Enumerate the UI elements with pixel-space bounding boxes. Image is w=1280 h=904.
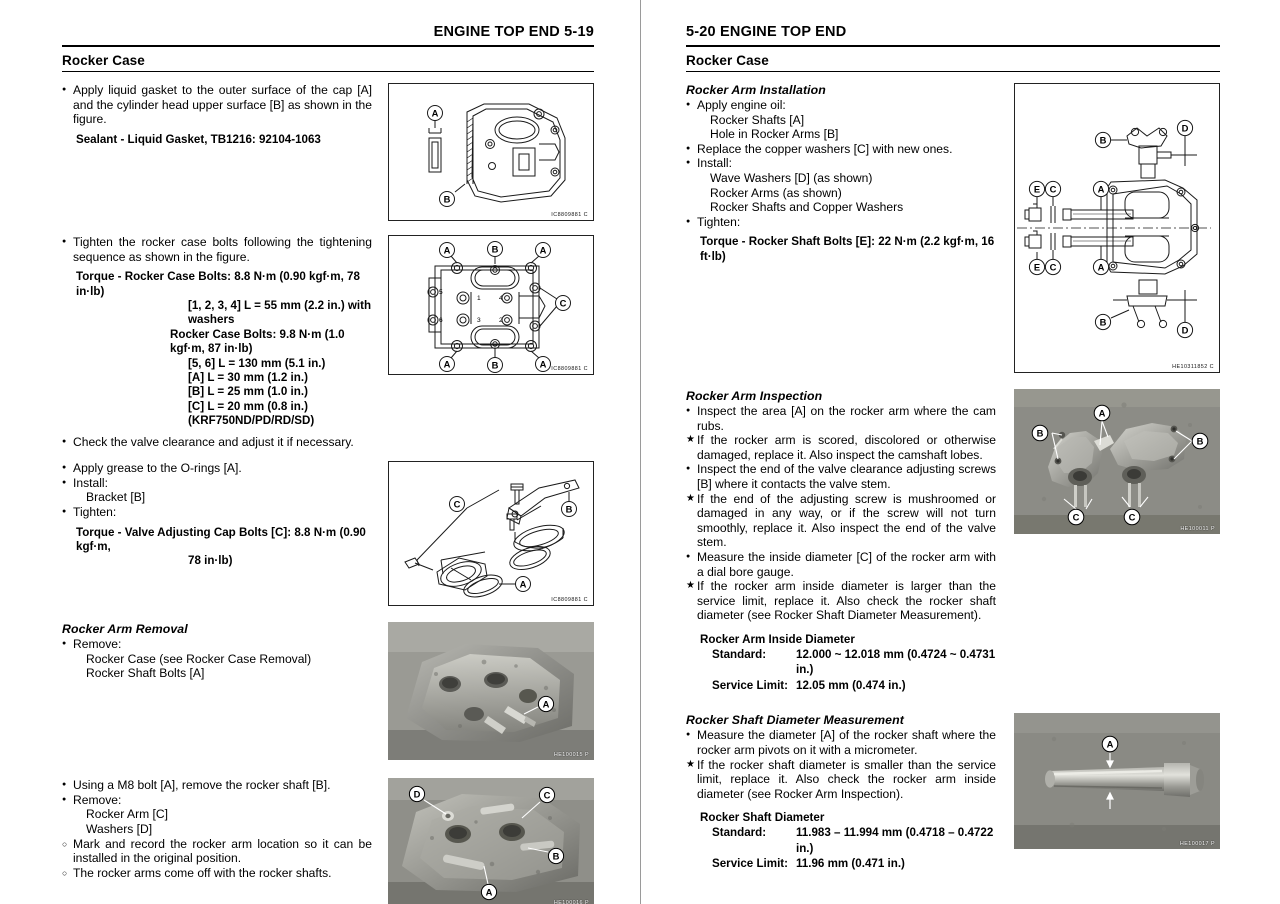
callout-B-left (1032, 425, 1048, 441)
svg-text:B: B (1036, 427, 1044, 439)
spec-title-rocker-arm-id: Rocker Arm Inside Diameter (700, 632, 855, 646)
svg-text:B: B (1196, 435, 1204, 447)
photo-rocker-arms (1014, 389, 1220, 534)
photo-rocker-shaft (1014, 713, 1220, 849)
callout-D-upper (1177, 120, 1192, 135)
figure-rocker-case-cap-drawing (389, 84, 593, 220)
callout-B-right (1192, 433, 1208, 449)
svg-text:4: 4 (499, 295, 503, 302)
spec-row-service-limit (686, 678, 996, 694)
callout-D (409, 787, 424, 802)
svg-text:B: B (443, 193, 451, 205)
spec-value-service-limit-2: 11.96 mm (0.471 in.) (796, 857, 905, 871)
sub-rocker-shaft-bolts: Rocker Shaft Bolts [A] (86, 666, 205, 681)
spec-value-service-limit: 12.05 mm (0.474 in.) (796, 678, 906, 692)
figure-col-r2 (996, 389, 1220, 534)
sub-hole-in-rocker-arms: Hole in Rocker Arms [B] (710, 127, 839, 142)
svg-text:E: E (1033, 183, 1041, 195)
svg-text:A: A (542, 698, 550, 710)
svg-text:C: C (1128, 511, 1136, 523)
spec-row-standard (686, 647, 996, 678)
spec-rocker-arm-inside-diameter (686, 632, 996, 694)
callout-B (548, 849, 563, 864)
sub-bracket: Bracket [B] (86, 490, 146, 505)
spec-key-standard: Standard: (712, 647, 767, 661)
block-bolt-sequence-text (62, 235, 372, 449)
svg-text:B: B (552, 850, 560, 862)
subhead-rocker-arm-removal: Rocker Arm Removal (62, 622, 188, 637)
sub-rocker-case: Rocker Case (see Rocker Case Removal) (86, 651, 312, 666)
bullet-using-m8-bolt: ● Using a M8 bolt [A], remove the rocker shaft [B]. (62, 778, 372, 793)
bullet-install: ● Install: (62, 476, 372, 491)
figure-code-4: HE100015 P (553, 752, 589, 759)
block-rocker-shaft-diameter-text (686, 713, 996, 871)
left-page-body (62, 83, 594, 904)
note-rocker-arms-come-off: ○ The rocker arms come off with the rocker shafts. (62, 866, 372, 881)
callout-E-upper (1029, 181, 1044, 196)
svg-text:E: E (1033, 261, 1041, 273)
svg-text:B: B (565, 503, 573, 515)
callout-A-upper (1093, 181, 1108, 196)
callout-A-bottom-left (440, 357, 455, 372)
svg-text:C: C (1072, 511, 1080, 523)
svg-text:D: D (413, 788, 421, 800)
svg-text:A: A (519, 578, 527, 590)
block-rocker-arm-removal-text (62, 622, 372, 681)
callout-B-upper (1095, 132, 1110, 147)
bullet-measure-shaft-diameter: ● Measure the diameter [A] of the rocker shaft where the rocker arm pivots on it with a micrometer. (686, 728, 996, 757)
photo-rocker-case-drawing (388, 622, 594, 760)
spec-row-service-limit-2 (686, 856, 996, 872)
torque-valve-adjusting-cap-bolts: Torque - Valve Adjusting Cap Bolts [C]: 8.8 N·m (0.90 kgf·m, (76, 525, 366, 554)
sub-wave-washers: Wave Washers [D] (as shown) (710, 170, 873, 185)
photo-rocker-arms-drawing (1014, 389, 1220, 534)
figure-col-5 (372, 778, 594, 904)
svg-text:A: A (485, 886, 493, 898)
torque-line-3: [5, 6] L = 130 mm (5.1 in.) (188, 356, 326, 370)
callout-C-lower (1045, 259, 1060, 274)
photo-rocker-shaft-drawing (388, 778, 594, 904)
svg-text:A: A (539, 244, 547, 256)
svg-text:B: B (491, 359, 499, 371)
star-shaft-diameter-limit: ★ If the rocker shaft diameter is smaller than the service limit, replace it. Also check the rocker arm inside diameter (see Rocker Arm Inspection). (686, 758, 996, 802)
bullet-tighten: ● Tighten: (62, 505, 372, 520)
bullet-replace-copper-washers: ● Replace the copper washers [C] with new ones. (686, 142, 996, 157)
torque-rocker-case-bolts-label: Torque - Rocker Case Bolts: 8.8 N·m (0.90 kgf·m, 78 in·lb) (76, 270, 360, 298)
callout-B-bottom (488, 358, 503, 373)
svg-text:6: 6 (439, 317, 443, 324)
block-orings-text (62, 461, 372, 569)
star-adjusting-screw-mushroomed: ★ If the end of the adjusting screw is mushroomed or damaged in any way, or if the screw will not turn smoothly, replace it. Also inspect the end of the valve stem. (686, 492, 996, 550)
svg-text:B: B (1099, 316, 1107, 328)
figure-code-3: IC8809881 C (551, 597, 588, 604)
callout-B-lower (1095, 314, 1110, 329)
block-rocker-shaft-removal-text (62, 778, 372, 880)
callout-A (1094, 405, 1110, 421)
callout-C-left (1068, 509, 1084, 525)
spec-value-standard: 12.000 ~ 12.018 mm (0.4724 ~ 0.4731 in.) (796, 647, 996, 677)
right-section-rule (686, 71, 1220, 72)
sub-washers: Washers [D] (86, 822, 153, 837)
spec-sealant: Sealant - Liquid Gasket, TB1216: 92104-1063 (76, 132, 321, 146)
figure-col-3 (372, 461, 594, 606)
svg-text:A: A (1106, 739, 1114, 751)
svg-text:A: A (1098, 407, 1106, 419)
right-page (640, 0, 1280, 904)
spec-key-service-limit: Service Limit: (712, 678, 789, 692)
left-section-rule (62, 71, 594, 72)
callout-A-top-right (536, 243, 551, 258)
svg-text:A: A (1097, 261, 1105, 273)
torque-line-1: [1, 2, 3, 4] L = 55 mm (2.2 in.) with washers (188, 299, 372, 327)
bullet-remove-2: ● Remove: (62, 793, 372, 808)
bullet-tighten-sequence: ● Tighten the rocker case bolts following the tightening sequence as shown in the figure. (62, 235, 372, 264)
callout-A (481, 885, 496, 900)
block-rocker-shaft-removal (62, 778, 594, 904)
callout-C (450, 497, 465, 512)
figure-rocker-arm-installation (1014, 83, 1220, 373)
svg-text:A: A (443, 244, 451, 256)
left-section-title: Rocker Case (62, 53, 145, 68)
sub-rocker-arms: Rocker Arms (as shown) (710, 185, 842, 200)
figure-bracket-orings (388, 461, 594, 606)
callout-B (440, 192, 455, 207)
callout-A-top-left (440, 243, 455, 258)
svg-text:2: 2 (499, 317, 503, 324)
svg-text:1: 1 (477, 295, 481, 302)
block-liquid-gasket (62, 83, 594, 221)
torque-line-4: [A] L = 30 mm (1.2 in.) (188, 371, 308, 385)
subhead-rocker-arm-installation: Rocker Arm Installation (686, 83, 826, 97)
left-running-head: ENGINE TOP END 5-19 (433, 24, 594, 40)
figure-col-r1 (996, 83, 1220, 373)
spec-rocker-shaft-diameter (686, 810, 996, 872)
right-section-title: Rocker Case (686, 53, 769, 68)
right-page-body (686, 83, 1220, 872)
photo-rocker-shaft-drawing (1014, 713, 1220, 849)
callout-E-lower (1029, 259, 1044, 274)
right-header-rule (686, 45, 1220, 47)
svg-text:C: C (1049, 261, 1057, 273)
figure-code-1: IC8809881 C (551, 212, 588, 218)
spec-key-service-limit-2: Service Limit: (712, 857, 789, 871)
torque-line-5: [B] L = 25 mm (1.0 in.) (188, 385, 308, 399)
block-rocker-arm-installation (686, 83, 1220, 373)
spec-title-rocker-shaft-diameter: Rocker Shaft Diameter (700, 811, 825, 825)
block-rocker-arm-installation-text (686, 83, 996, 264)
callout-C (539, 788, 554, 803)
svg-text:B: B (1099, 134, 1107, 146)
svg-text:C: C (543, 789, 551, 801)
left-header-rule (62, 45, 594, 47)
callout-C-right (1124, 509, 1140, 525)
figure-bolt-tightening-sequence (388, 235, 594, 375)
svg-text:C: C (453, 498, 461, 510)
star-inside-diameter-limit: ★ If the rocker arm inside diameter is larger than the service limit, replace it. Also check the rocker shaft diameter (see Rocker Shaft Diameter Measurement). (686, 579, 996, 623)
svg-text:C: C (1049, 183, 1057, 195)
figure-col-r3 (996, 713, 1220, 849)
bullet-remove: ● Remove: (62, 637, 372, 652)
figure-rocker-arm-installation-drawing (1015, 84, 1219, 372)
block-orings-bracket (62, 461, 594, 606)
spec-key-standard-2: Standard: (712, 826, 767, 840)
block-rocker-arm-inspection-text (686, 389, 996, 693)
callout-D-lower (1177, 322, 1192, 337)
bullet-inspect-adjusting-screws: ● Inspect the end of the valve clearance adjusting screws [B] where it contacts the valve stem. (686, 462, 996, 491)
figure-code-r1: HE10311852 C (1172, 364, 1214, 370)
callout-B-top (488, 242, 503, 257)
bullet-tighten-2: ● Tighten: (686, 215, 996, 230)
subhead-rocker-arm-inspection: Rocker Arm Inspection (686, 389, 823, 403)
torque-line-2: Rocker Case Bolts: 9.8 N·m (1.0 kgf·m, 87 in·lb) (170, 327, 345, 356)
bullet-check-valve-clearance: ● Check the valve clearance and adjust it if necessary. (62, 435, 372, 450)
bullet-apply-grease-orings: ● Apply grease to the O-rings [A]. (62, 461, 372, 476)
spec-row-standard-2 (686, 825, 996, 856)
torque-line-6: [C] L = 20 mm (0.8 in.) (KRF750ND/PD/RD/SD) (188, 399, 315, 428)
bullet-install-2: ● Install: (686, 156, 996, 171)
block-rocker-shaft-diameter (686, 713, 1220, 871)
figure-code-r2: HE100011 P (1180, 526, 1215, 532)
callout-A-lower (1093, 259, 1108, 274)
svg-text:5: 5 (439, 289, 443, 296)
figure-bracket-orings-drawing (389, 462, 593, 605)
note-mark-record: ○ Mark and record the rocker arm location so it can be installed in the original position. (62, 837, 372, 866)
bullet-inspect-area: ● Inspect the area [A] on the rocker arm where the cam rubs. (686, 404, 996, 433)
svg-text:3: 3 (477, 317, 481, 324)
spec-value-standard-2: 11.983 – 11.994 mm (0.4718 – 0.4722 in.) (796, 826, 994, 855)
figure-code-r3: HE100017 P (1179, 841, 1215, 848)
svg-text:C: C (559, 297, 567, 309)
photo-rocker-case-removed (388, 622, 594, 760)
sub-rocker-shafts-copper-washers: Rocker Shafts and Copper Washers (710, 200, 904, 215)
torque-rocker-shaft-bolts: Torque - Rocker Shaft Bolts [E]: 22 N·m (2.2 kgf·m, 16 ft·lb) (700, 235, 995, 263)
svg-text:B: B (491, 243, 499, 255)
figure-col-4 (372, 622, 594, 760)
sub-rocker-shafts: Rocker Shafts [A] (710, 112, 805, 127)
svg-text:A: A (431, 107, 439, 119)
star-rocker-arm-scored: ★ If the rocker arm is scored, discolored or otherwise damaged, replace it. Also inspect the camshaft lobes. (686, 433, 996, 462)
callout-A-bottom-right (536, 357, 551, 372)
figure-code-2: IC8809881 C (551, 366, 588, 372)
block-bolt-sequence (62, 235, 594, 449)
figure-rocker-case-cap (388, 83, 594, 221)
bullet-apply-liquid-gasket: ● Apply liquid gasket to the outer surface of the cap [A] and the cylinder head upper surface [B] as shown in the figure. (62, 83, 372, 127)
subhead-rocker-shaft-diameter-measurement: Rocker Shaft Diameter Measurement (686, 713, 904, 728)
torque-valve-adjusting-cap-bolts-cont: 78 in·lb) (188, 554, 233, 568)
callout-C-upper (1045, 181, 1060, 196)
callout-A (538, 697, 553, 712)
figure-col-2 (372, 235, 594, 375)
svg-text:A: A (443, 358, 451, 370)
svg-text:D: D (1181, 122, 1189, 134)
svg-text:A: A (1097, 183, 1105, 195)
callout-A (516, 577, 531, 592)
bullet-apply-engine-oil: ● Apply engine oil: (686, 98, 996, 113)
sub-rocker-arm: Rocker Arm [C] (86, 807, 168, 822)
svg-text:A: A (539, 358, 547, 370)
figure-col-1 (372, 83, 594, 221)
callout-B (562, 502, 577, 517)
bullet-measure-inside-diameter: ● Measure the inside diameter [C] of the rocker arm with a dial bore gauge. (686, 550, 996, 579)
block-rocker-arm-inspection (686, 389, 1220, 693)
callout-C-right (556, 296, 571, 311)
svg-text:D: D (1181, 324, 1189, 336)
callout-A (1102, 737, 1118, 753)
block-liquid-gasket-text (62, 83, 372, 147)
photo-rocker-shaft-removal (388, 778, 594, 904)
block-rocker-arm-removal (62, 622, 594, 760)
callout-A (428, 106, 443, 121)
figure-bolt-sequence-drawing (389, 236, 593, 374)
right-running-head: 5-20 ENGINE TOP END (686, 24, 847, 40)
figure-code-5: HE100016 P (553, 900, 589, 904)
